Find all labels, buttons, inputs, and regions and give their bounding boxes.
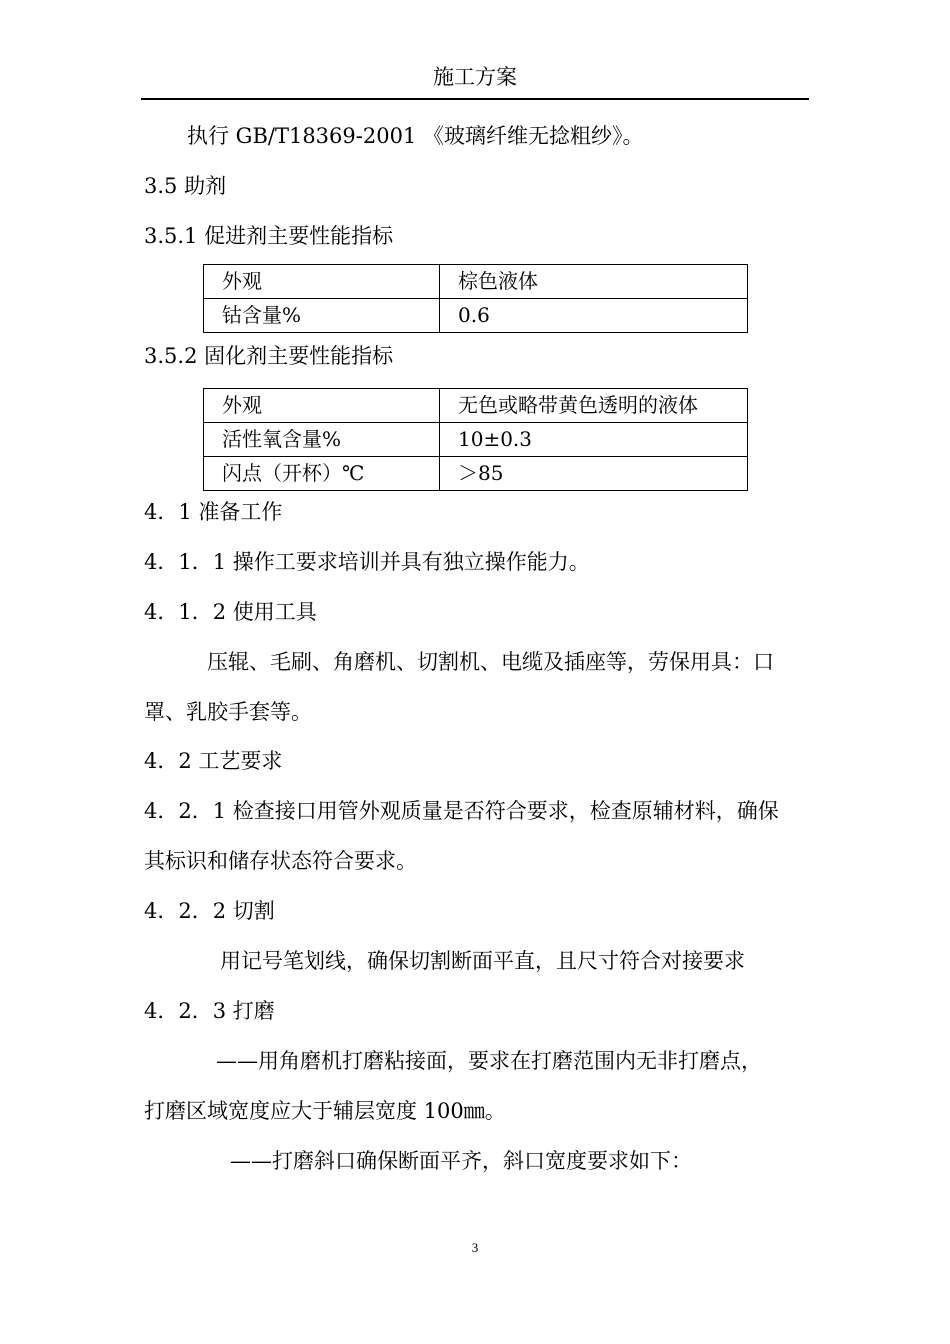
cutting-paragraph: 用记号笔划线，确保切割断面平直，且尺寸符合对接要求 bbox=[220, 949, 745, 973]
header-title: 施工方案 bbox=[433, 65, 517, 89]
table-cell: 活性氧含量% bbox=[204, 423, 440, 457]
table-cell: 0.6 bbox=[440, 299, 748, 333]
header-rule bbox=[141, 98, 809, 100]
table-cell: 10±0.3 bbox=[440, 423, 748, 457]
page-number: 3 bbox=[471, 1240, 479, 1255]
table-cell: ＞85 bbox=[440, 457, 748, 491]
heading-3-5: 3.5 助剂 bbox=[144, 174, 227, 198]
heading-4-1: 4．1 准备工作 bbox=[144, 500, 283, 524]
table-cell: 外观 bbox=[204, 265, 440, 299]
table-row bbox=[204, 265, 748, 299]
table-cell: 无色或略带黄色透明的液体 bbox=[440, 389, 748, 423]
tools-paragraph-line-2: 罩、乳胶手套等。 bbox=[144, 700, 312, 724]
paragraph-4-2-1-line-2: 其标识和储存状态符合要求。 bbox=[144, 849, 417, 873]
grinding-paragraph-line-2: 打磨区域宽度应大于辅层宽度 100㎜。 bbox=[144, 1099, 506, 1123]
table-row bbox=[204, 423, 748, 457]
grinding-paragraph-line-1: ——用角磨机打磨粘接面，要求在打磨范围内无非打磨点， bbox=[216, 1049, 762, 1073]
table-cell: 外观 bbox=[204, 389, 440, 423]
table-cell: 钴含量% bbox=[204, 299, 440, 333]
table-cell: 闪点（开杯）℃ bbox=[204, 457, 440, 491]
table-row bbox=[204, 389, 748, 423]
table-row bbox=[204, 457, 748, 491]
table-row bbox=[204, 299, 748, 333]
standard-paragraph: 执行 GB/T18369-2001 《玻璃纤维无捻粗纱》。 bbox=[187, 124, 644, 148]
heading-3-5-1: 3.5.1 促进剂主要性能指标 bbox=[144, 224, 394, 248]
table-cell: 棕色液体 bbox=[440, 265, 748, 299]
heading-4-2-2: 4．2．2 切割 bbox=[144, 899, 275, 923]
bevel-paragraph: ——打磨斜口确保断面平齐，斜口宽度要求如下： bbox=[230, 1149, 692, 1173]
heading-3-5-2: 3.5.2 固化剂主要性能指标 bbox=[144, 344, 394, 368]
curing-agent-spec-table bbox=[203, 388, 748, 491]
heading-4-2-3: 4．2．3 打磨 bbox=[144, 999, 275, 1023]
paragraph-4-1-1: 4．1．1 操作工要求培训并具有独立操作能力。 bbox=[144, 550, 590, 574]
paragraph-4-2-1-line-1: 4．2．1 检查接口用管外观质量是否符合要求，检查原辅材料，确保 bbox=[144, 799, 779, 823]
heading-4-1-2: 4．1．2 使用工具 bbox=[144, 600, 317, 624]
accelerator-spec-table bbox=[203, 264, 748, 333]
tools-paragraph-line-1: 压辊、毛刷、角磨机、切割机、电缆及插座等，劳保用具：口 bbox=[207, 650, 774, 674]
heading-4-2: 4．2 工艺要求 bbox=[144, 749, 283, 773]
